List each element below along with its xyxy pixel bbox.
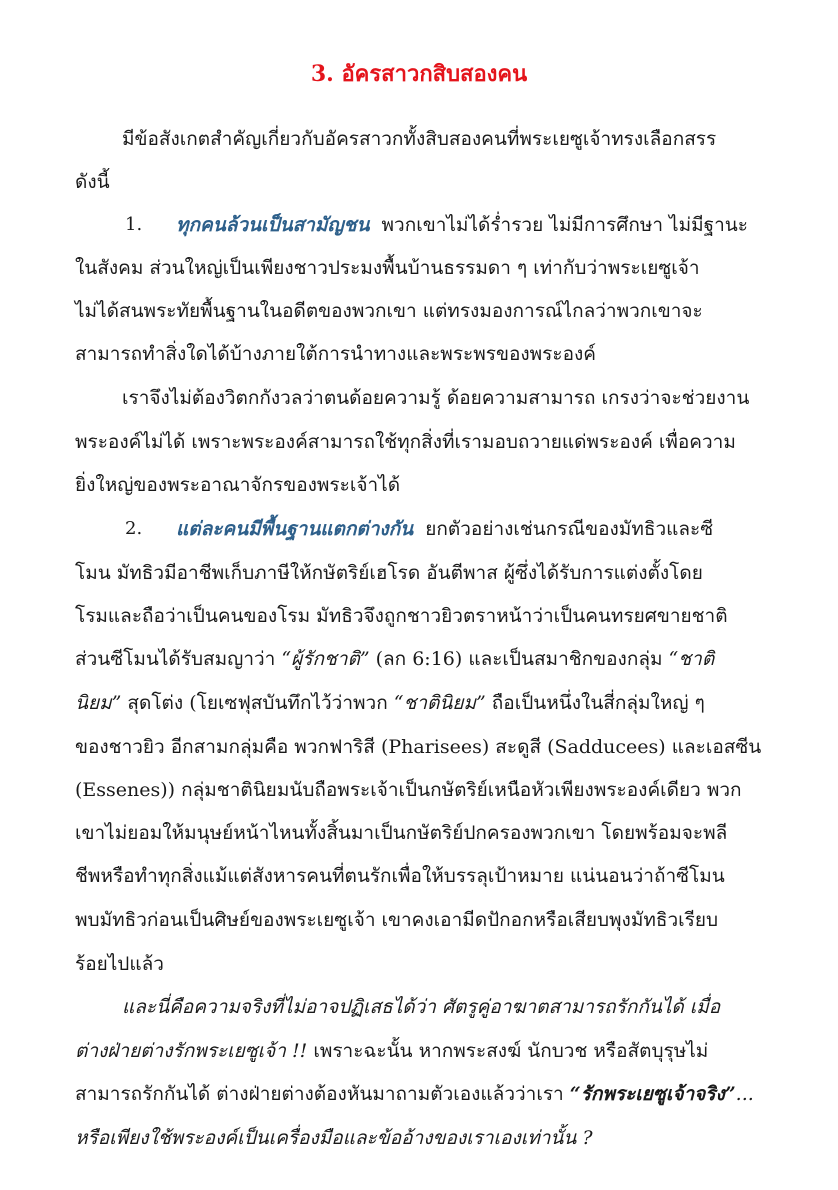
- quote-nationalist-start: “ชาติ: [668, 648, 715, 670]
- item-2-line-1-text: ยกตัวอย่างเช่นกรณีของมัทธิวและซี: [425, 518, 714, 540]
- closing-line-4: หรือเพียงใช้พระองค์เป็นเครื่องมือและข้ออ้างของเราเองเท่านั้น ?: [75, 1127, 593, 1149]
- item-1-heading: ทุกคนล้วนเป็นสามัญชน: [176, 214, 370, 236]
- quote-nationalist: “ชาตินิยม”: [393, 692, 486, 714]
- item-2-line-8: เขาไม่ยอมให้มนุษย์หน้าไหนทั้งสิ้นมาเป็นกษัตริย์ปกครองพวกเขา โดยพร้อมจะพลี: [75, 822, 728, 844]
- item-2-line-11: ร้อยไปแล้ว: [75, 953, 164, 975]
- para-2-line-2: พระองค์ไม่ได้ เพราะพระองค์สามารถใช้ทุกสิ่งที่เรามอบถวายแด่พระองค์ เพื่อความ: [75, 431, 736, 453]
- item-2-line-7: (Essenes)) กลุ่มชาตินิยมนับถือพระเจ้าเป็นกษัตริย์เหนือหัวเพียงพระองค์เดียว พวก: [75, 779, 742, 801]
- item-1-line-1-text: พวกเขาไม่ได้ร่ำรวย ไม่มีการศึกษา ไม่มีฐานะ: [381, 214, 749, 236]
- closing-line-1: และนี่คือความจริงที่ไม่อาจปฏิเสธได้ว่า ศัตรูคู่อาฆาตสามารถรักกันได้ เมื่อ: [122, 996, 721, 1018]
- intro-line-2: ดังนี้: [75, 171, 110, 193]
- item-1-line-2: ในสังคม ส่วนใหญ่เป็นเพียงชาวประมงพื้นบ้านธรรมดา ๆ เท่ากับว่าพระเยซูเจ้า: [75, 257, 700, 279]
- closing-line-3-a: สามารถรักกันได้ ต่างฝ่ายต่างต้องหันมาถามตัวเองแล้วว่าเรา: [75, 1083, 570, 1105]
- item-2-line-9: ชีพหรือทำทุกสิ่งแม้แต่สังหารคนที่ตนรักเพื่อให้บรรลุเป้าหมาย แน่นอนว่าถ้าซีโมน: [75, 865, 725, 887]
- item-1-number: 1.: [125, 214, 143, 235]
- closing-line-3-c: ...: [735, 1083, 754, 1105]
- item-2-line-10: พบมัทธิวก่อนเป็นศิษย์ของพระเยซูเจ้า เขาคงเอามีดปักอกหรือเสียบพุงมัทธิวเรียบ: [75, 909, 719, 931]
- item-2-number: 2.: [125, 518, 143, 539]
- closing-line-2-a: ต่างฝ่ายต่างรักพระเยซูเจ้า !!: [75, 1040, 308, 1062]
- closing-line-3: [75, 1080, 754, 1108]
- quote-nationalist-end: นิยม”: [75, 692, 122, 714]
- item-2-line-4: [75, 645, 714, 673]
- item-2-line-5-b: สุดโต่ง (โยเซฟุสบันทึกไว้ว่าพวก: [121, 692, 394, 714]
- item-1-line-4: สามารถทำสิ่งใดได้บ้างภายใต้การนำทางและพระพรของพระองค์: [75, 343, 596, 365]
- item-1-line-3: ไม่ได้สนพระทัยพื้นฐานในอดีตของพวกเขา แต่ทรงมองการณ์ไกลว่าพวกเขาจะ: [75, 300, 703, 322]
- quote-love-jesus: “รักพระเยซูเจ้าจริง”: [569, 1083, 736, 1105]
- item-2-line-5: [75, 689, 705, 717]
- item-2-heading: แต่ละคนมีพื้นฐานแตกต่างกัน: [176, 518, 414, 540]
- intro-line-1: มีข้อสังเกตสำคัญเกี่ยวกับอัครสาวกทั้งสิบสองคนที่พระเยซูเจ้าทรงเลือกสรร: [122, 128, 717, 150]
- quote-patriot: “ผู้รักชาติ”: [281, 648, 370, 670]
- item-2-line-4-c: (ลก 6:16) และเป็นสมาชิกของกลุ่ม: [369, 648, 669, 670]
- para-2-line-1: เราจึงไม่ต้องวิตกกังวลว่าตนด้อยความรู้ ด้อยความสามารถ เกรงว่าจะช่วยงาน: [122, 387, 750, 409]
- item-2-line-6: ของชาวยิว อีกสามกลุ่มคือ พวกฟาริสี (Pharisees) สะดูสี (Sadducees) และเอสซีน: [75, 736, 762, 758]
- item-2-line-1: [176, 515, 713, 543]
- closing-line-2: [75, 1037, 708, 1065]
- item-2-line-2: โมน มัทธิวมีอาชีพเก็บภาษีให้กษัตริย์เฮโรด อันตีพาส ผู้ซึ่งได้รับการแต่งตั้งโดย: [75, 562, 703, 584]
- item-2-line-5-d: ถือเป็นหนึ่งในสี่กลุ่มใหญ่ ๆ: [485, 692, 705, 714]
- para-2-line-3: ยิ่งใหญ่ของพระอาณาจักรของพระเจ้าได้: [75, 474, 401, 496]
- closing-line-2-b: เพราะฉะนั้น หากพระสงฆ์ นักบวช หรือสัตบุรุษไม่: [307, 1040, 709, 1062]
- item-2-line-3: โรมและถือว่าเป็นคนของโรม มัทธิวจึงถูกชาวยิวตราหน้าว่าเป็นคนทรยศขายชาติ: [75, 605, 728, 627]
- item-1-line-1: [176, 211, 748, 239]
- item-2-line-4-a: ส่วนซีโมนได้รับสมญาว่า: [75, 648, 282, 670]
- page-title: 3. อัครสาวกสิบสองคน: [310, 61, 528, 87]
